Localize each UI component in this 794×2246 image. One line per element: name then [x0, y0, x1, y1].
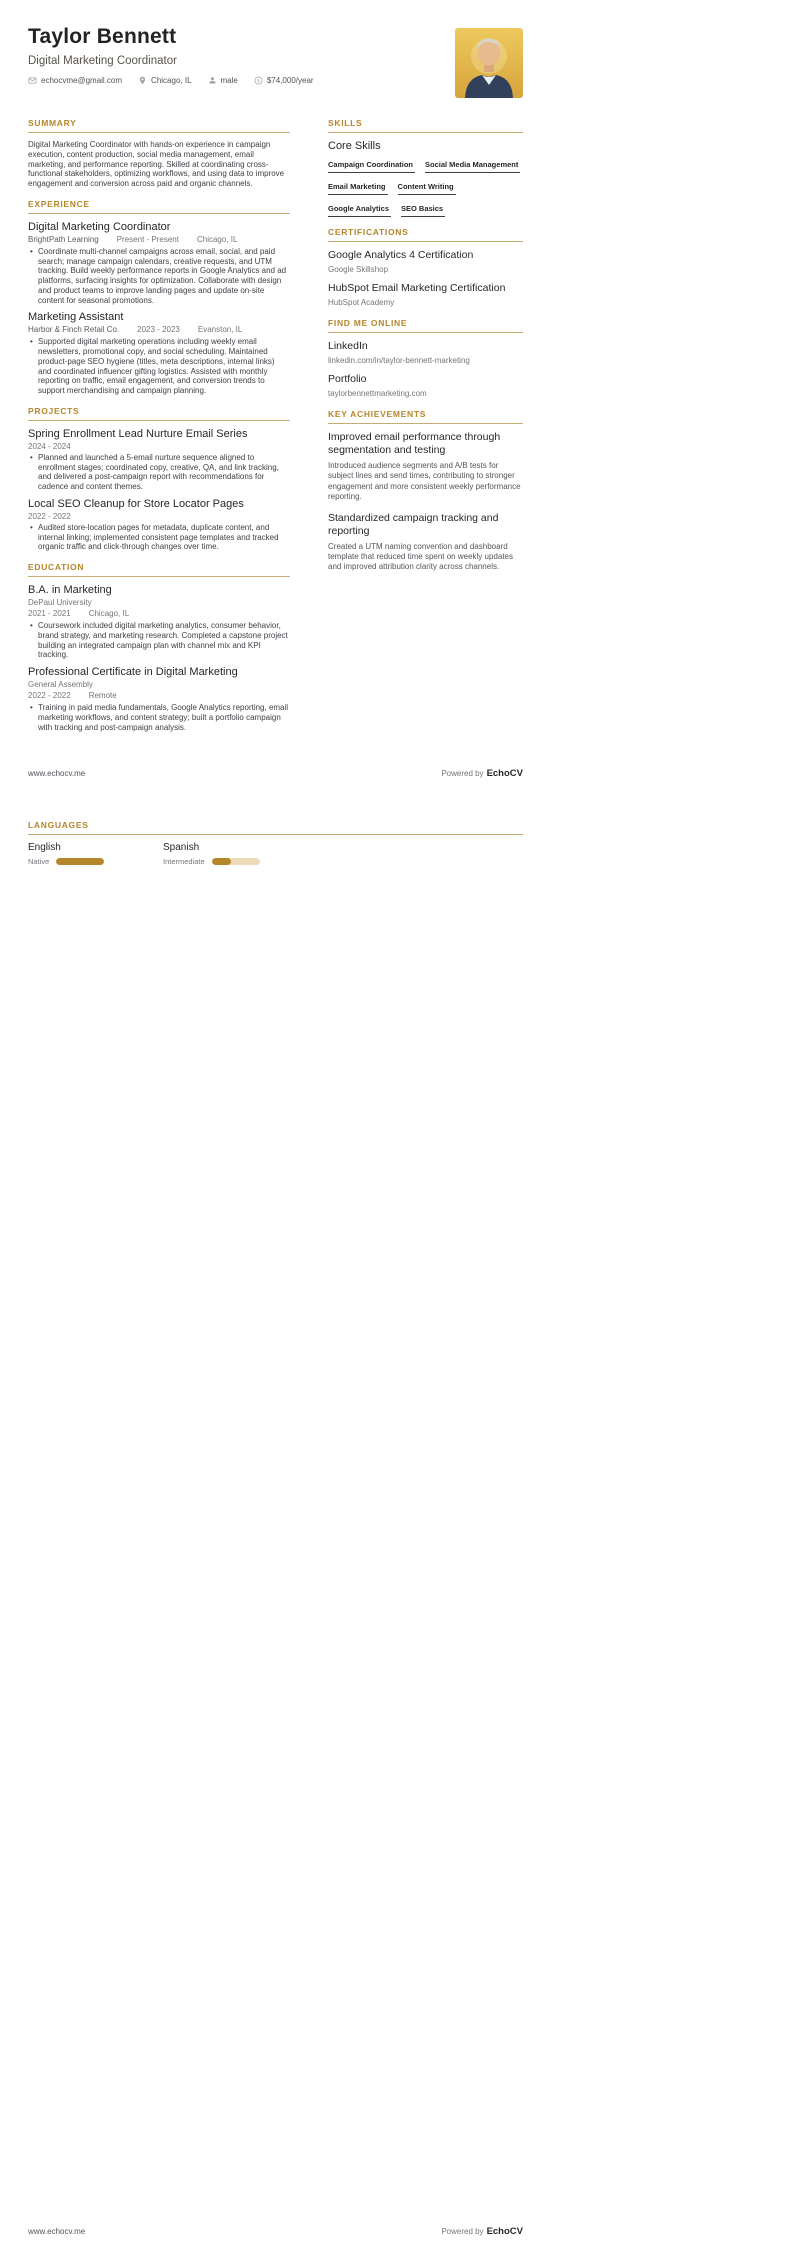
candidate-name: Taylor Bennett: [28, 25, 177, 48]
section-certifications: [328, 227, 523, 308]
education-bullets: [28, 703, 290, 732]
page-footer: [28, 2226, 523, 2237]
project-title: Local SEO Cleanup for Store Locator Pages: [28, 497, 244, 510]
language-level-row: [28, 857, 163, 866]
section-key-achievements: [328, 409, 523, 573]
education-location: Remote: [88, 691, 117, 700]
certifications-heading: CERTIFICATIONS: [328, 227, 409, 237]
education-location: Chicago, IL: [88, 609, 130, 618]
experience-item: [28, 221, 290, 306]
online-profile-label: LinkedIn: [328, 340, 368, 352]
language-name: Spanish: [163, 842, 200, 853]
education-school: General Assembly: [28, 680, 93, 689]
section-summary: [28, 118, 290, 189]
profile-photo: [455, 28, 523, 98]
experience-company: Harbor & Finch Retail Co.: [28, 325, 120, 335]
experience-job-title: Digital Marketing Coordinator: [28, 220, 171, 233]
language-name: English: [28, 842, 61, 853]
education-heading: EDUCATION: [28, 562, 85, 572]
achievement-title: Standardized campaign tracking and reporting: [328, 511, 499, 537]
achievement-item: [328, 512, 523, 573]
location-pin-icon: [138, 76, 147, 85]
skill-tags: [328, 160, 523, 217]
skill-tag: Campaign Coordination: [328, 160, 415, 173]
contact-row: [28, 76, 523, 85]
section-skills: [328, 118, 523, 217]
language-item: [28, 842, 163, 866]
contact-email[interactable]: [28, 76, 122, 85]
experience-location: Evanston, IL: [197, 325, 243, 335]
key-achievements-heading: KEY ACHIEVEMENTS: [328, 409, 427, 419]
skill-tag: Email Marketing: [328, 182, 388, 195]
education-bullet: • Coursework included digital marketing analytics, consumer behavior, brand strategy, and marketing research. Completed a capstone project building an integrated campaign plan with channel mix and KPI tracking.: [28, 621, 290, 660]
page-footer: [28, 768, 523, 779]
skills-group-title: Core Skills: [328, 140, 381, 152]
experience-company: BrightPath Learning: [28, 234, 99, 244]
experience-bullets: [28, 247, 290, 306]
certification-title: Google Analytics 4 Certification: [328, 249, 474, 261]
project-item: [28, 498, 290, 552]
experience-job-title: Marketing Assistant: [28, 311, 124, 324]
language-level: Intermediate: [163, 857, 205, 866]
education-meta: [28, 691, 290, 701]
experience-dates: 2023 - 2023: [137, 325, 180, 335]
experience-heading: EXPERIENCE: [28, 198, 90, 209]
powered-by: [441, 2226, 523, 2237]
experience-location: Chicago, IL: [196, 234, 238, 244]
candidate-job-title: Digital Marketing Coordinator: [28, 55, 177, 67]
achievement-text: Created a UTM naming convention and dashboard template that reduced time spent on weekly updates and improved attribution clarity across channels.: [328, 541, 513, 572]
certification-item: [328, 249, 523, 275]
project-dates: 2024 - 2024: [28, 441, 71, 451]
section-rule: [328, 132, 523, 133]
contact-salary-text: $74,000/year: [266, 76, 314, 85]
education-item: [28, 666, 290, 732]
section-rule: [28, 213, 290, 214]
project-title: Spring Enrollment Lead Nurture Email Series: [28, 427, 248, 440]
online-profile-label: Portfolio: [328, 373, 367, 385]
svg-text:$: $: [256, 79, 260, 85]
language-item: [163, 842, 298, 866]
contact-gender: [208, 76, 238, 85]
skill-tag: SEO Basics: [401, 204, 445, 217]
certification-issuer: Google Skillshop: [328, 265, 389, 274]
online-profile-item: [328, 373, 523, 399]
project-dates: 2022 - 2022: [28, 511, 71, 521]
languages-heading: LANGUAGES: [28, 820, 89, 830]
contact-location-text: Chicago, IL: [151, 76, 192, 85]
language-proficiency-fill: [56, 858, 104, 865]
section-rule: [328, 332, 523, 333]
skills-heading: SKILLS: [328, 118, 363, 128]
powered-by: [441, 768, 523, 779]
echocv-brand[interactable]: EchoCV: [486, 768, 523, 779]
language-row: [28, 842, 523, 866]
experience-dates: Present - Present: [116, 234, 179, 244]
certification-issuer: HubSpot Academy: [328, 298, 395, 307]
education-meta: [28, 609, 290, 619]
summary-text: Digital Marketing Coordinator with hands-on experience in campaign execution, content production, social media management, email marketing, and performance reporting. Skilled at coordinating cross-functional stakeholders, optimizing workflows, and using data to improve engagement and conversion across paid and organic channels.: [28, 140, 285, 188]
section-projects: [28, 406, 290, 552]
degree-title: B.A. in Marketing: [28, 584, 112, 596]
powered-by-text: Powered by: [441, 2227, 484, 2236]
experience-meta: [28, 235, 290, 245]
section-rule: [28, 576, 290, 577]
achievement-item: [328, 431, 523, 503]
summary-heading: SUMMARY: [28, 118, 77, 128]
section-rule: [328, 241, 523, 242]
section-rule: [28, 834, 523, 835]
section-rule: [28, 420, 290, 421]
skill-tag: Content Writing: [398, 182, 456, 195]
education-dates: 2022 - 2022: [28, 691, 71, 700]
resume-header: [28, 24, 523, 85]
project-bullets: [28, 523, 290, 552]
section-find-me-online: [328, 318, 523, 399]
online-profile-url[interactable]: linkedin.com/in/taylor-bennett-marketing: [328, 356, 470, 365]
powered-by-text: Powered by: [441, 769, 484, 778]
left-column: [28, 118, 290, 742]
contact-email-text: echocvme@gmail.com: [41, 76, 123, 85]
skill-tag: Social Media Management: [425, 160, 520, 173]
language-level: Native: [28, 857, 50, 866]
experience-bullets: [28, 337, 290, 396]
language-proficiency-bar: [212, 858, 260, 865]
education-item: [28, 584, 290, 660]
echocv-brand[interactable]: EchoCV: [486, 2226, 523, 2237]
degree-title: Professional Certificate in Digital Marketing: [28, 666, 238, 678]
education-bullets: [28, 621, 290, 660]
experience-meta: [28, 325, 290, 335]
contact-salary: [254, 76, 314, 85]
project-item: [28, 428, 290, 492]
contact-gender-text: male: [220, 76, 238, 85]
education-school: DePaul University: [28, 598, 92, 607]
projects-heading: PROJECTS: [28, 405, 80, 416]
skill-tag: Google Analytics: [328, 204, 391, 217]
email-icon: [28, 76, 37, 85]
online-profile-url[interactable]: taylorbennettmarketing.com: [328, 389, 427, 398]
experience-item: [28, 311, 290, 396]
salary-icon: [254, 76, 263, 85]
section-experience: [28, 199, 290, 396]
section-languages: [28, 820, 523, 866]
language-level-row: [163, 857, 298, 866]
education-dates: 2021 - 2021: [28, 609, 71, 618]
person-icon: [208, 76, 217, 85]
footer-site-link[interactable]: www.echocv.me: [28, 2227, 86, 2236]
right-column: [328, 118, 523, 583]
section-rule: [328, 423, 523, 424]
language-proficiency-bar: [56, 858, 104, 865]
language-proficiency-fill: [212, 858, 231, 865]
education-bullet: • Training in paid media fundamentals, Google Analytics reporting, email marketing workflows, and content strategy; built a portfolio campaign with tracking and post-campaign analysis.: [28, 703, 290, 732]
project-bullets: [28, 453, 290, 492]
contact-location: [138, 76, 191, 85]
achievement-text: Introduced audience segments and A/B tests for subject lines and send times, contributing to stronger engagement and more consistent weekly performance reporting.: [328, 461, 521, 502]
certification-title: HubSpot Email Marketing Certification: [328, 282, 506, 294]
online-profile-item: [328, 340, 523, 366]
experience-bullet: • Coordinate multi-channel campaigns across email, social, and paid search; manage campaign calendars, creative requests, and UTM tracking. Build weekly performance reports in Google Analytics and ad platforms, surfacing insights for optimization. Collaborate with design and product teams to improve landing pages and update on-site content for seasonal promotions.: [28, 247, 290, 306]
achievement-title: Improved email performance through segmentation and testing: [328, 431, 501, 456]
section-education: [28, 562, 290, 732]
experience-bullet: • Supported digital marketing operations including weekly email newsletters, promotional copy, and social scheduling. Maintained product-page SEO hygiene (titles, meta descriptions, internal links) and coordinated influencer gifting logistics. Assisted with monthly reporting on traffic, email engagement, and conversion trends to support merchandising and campaign planning.: [28, 337, 290, 396]
footer-site-link[interactable]: www.echocv.me: [28, 769, 86, 778]
project-bullet: • Audited store-location pages for metadata, duplicate content, and internal linking; implemented consistent page templates and tracked organic traffic and click-through changes over time.: [28, 523, 290, 552]
project-bullet: • Planned and launched a 5-email nurture sequence aligned to enrollment stages; coordinated copy, creative, QA, and link tracking, and delivered a post-campaign report with recommendations for cadence and content themes.: [28, 453, 290, 492]
section-rule: [28, 132, 290, 133]
certification-item: [328, 282, 523, 308]
find-me-online-heading: FIND ME ONLINE: [328, 318, 408, 328]
